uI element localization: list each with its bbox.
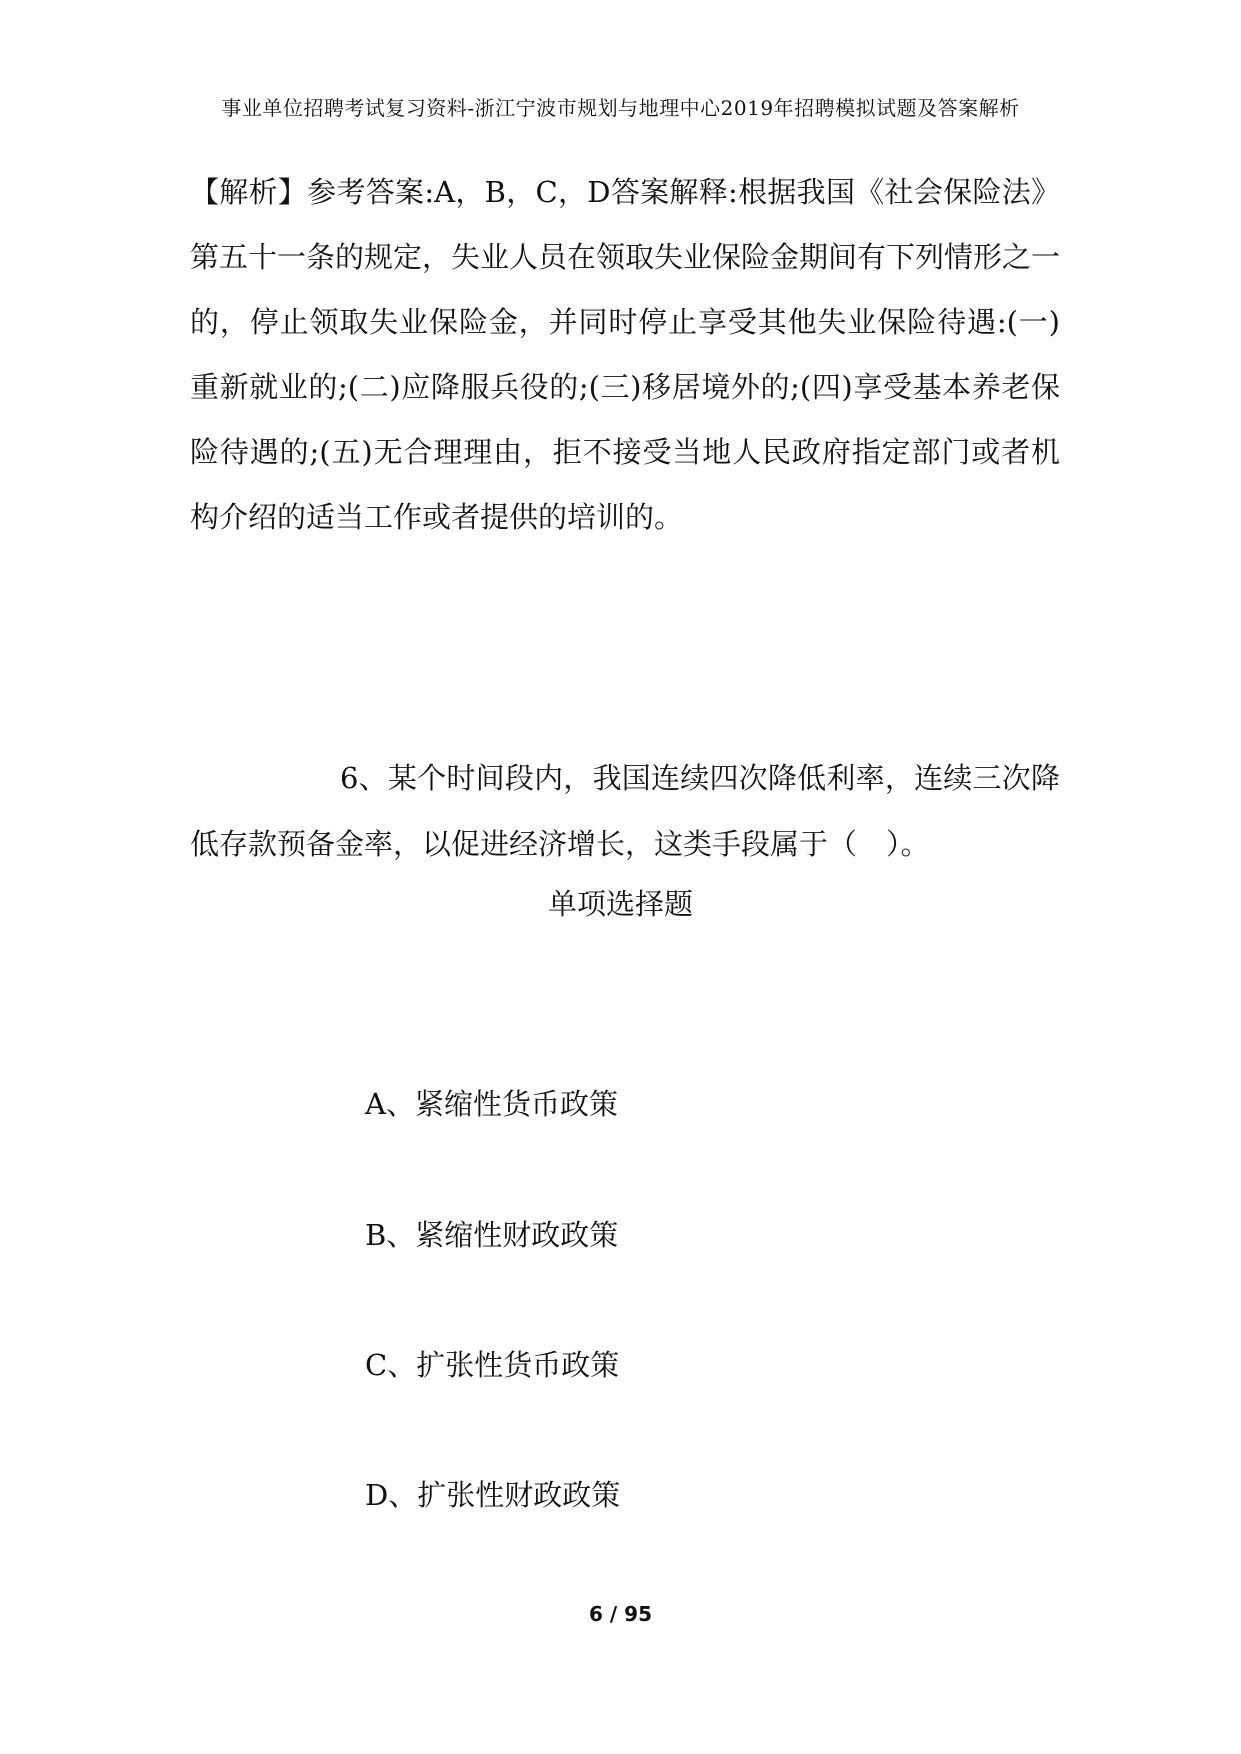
question-type [0,882,1241,923]
question-type-label: 单项选择题 [547,887,693,921]
option-c: C、扩张性货币政策 [365,1348,620,1382]
option-b: B、紧缩性财政政策 [365,1218,619,1252]
answer-analysis: 【解析】参考答案:A，B，C，D答案解释:根据我国《社会保险法》第五十一条的规定，失业人员在领取失业保险金期间有下列情形之一的，停止领取失业保险金，并同时停止享受其他失业保险待遇:(一)重新就业的;(二)应降服兵役的;(三)移居境外的;(四)享受基本养老保险待遇的;(五)无合理理由，拒不接受当地人民政府指定部门或者机构介绍的适当工作或者提供的培训的。 [190,175,1061,534]
option-a: A、紧缩性货币政策 [365,1087,618,1121]
page-header: 事业单位招聘考试复习资料-浙江宁波市规划与地理中心2019年招聘模拟试题及答案解析 [221,96,1020,120]
option-d: D、扩张性财政政策 [365,1478,621,1512]
question-stem: 6、某个时间段内，我国连续四次降低利率，连续三次降低存款预备金率，以促进经济增长，这类手段属于（ ）。 [190,761,1060,861]
page-number: 6 / 95 [589,1602,652,1626]
